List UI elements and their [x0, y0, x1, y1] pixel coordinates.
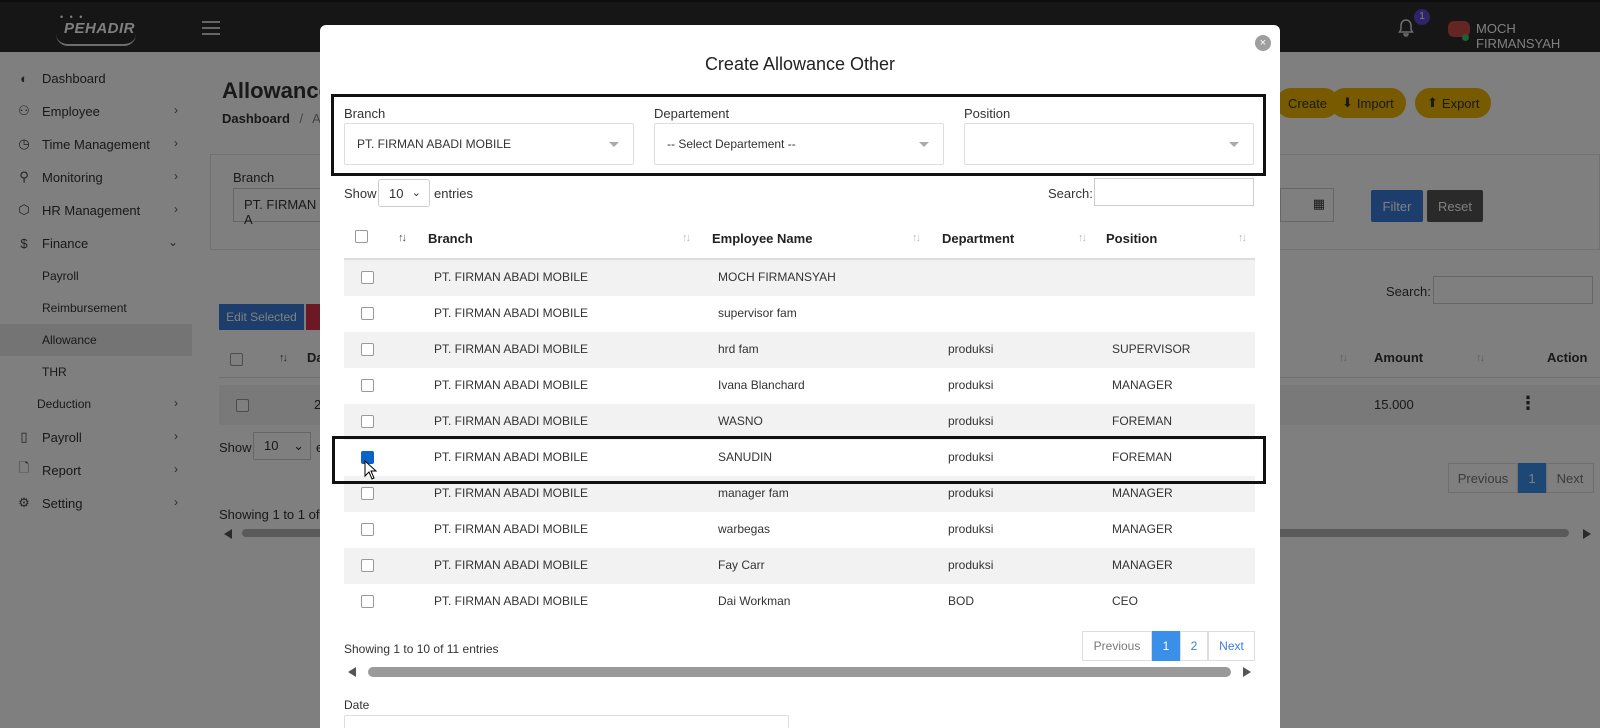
row-department: produksi [948, 450, 994, 464]
column-header-department[interactable]: Department [942, 231, 1015, 246]
row-checkbox[interactable] [361, 307, 374, 320]
row-branch: PT. FIRMAN ABADI MOBILE [434, 486, 589, 500]
row-employee-name: Fay Carr [718, 558, 765, 572]
row-employee-name: hrd fam [718, 342, 759, 356]
column-header-branch[interactable]: Branch [428, 231, 473, 246]
sort-icon[interactable]: ↑↓ [398, 232, 405, 244]
table-info: Showing 1 to 10 of 11 entries [344, 642, 499, 656]
branch-label: Branch [344, 106, 386, 121]
row-department: produksi [948, 378, 994, 392]
column-header-position[interactable]: Position [1106, 231, 1158, 246]
table-row[interactable] [344, 332, 1255, 368]
branch-select[interactable] [344, 123, 634, 165]
row-department: produksi [948, 342, 994, 356]
table-row[interactable] [344, 584, 1255, 620]
column-header-employee-name[interactable]: Employee Name [712, 231, 813, 246]
previous-page-button[interactable]: Previous [1082, 631, 1152, 661]
select-all-checkbox[interactable] [355, 230, 368, 243]
table-row[interactable] [344, 296, 1255, 332]
table-row[interactable] [344, 404, 1255, 440]
row-position: MANAGER [1112, 378, 1173, 392]
employee-table-header [344, 220, 1255, 260]
table-row[interactable] [344, 512, 1255, 548]
scrollbar-thumb[interactable] [368, 667, 1231, 677]
caret-down-icon [609, 142, 619, 147]
next-page-button[interactable]: Next [1208, 631, 1255, 661]
sort-icon[interactable]: ↑↓ [912, 232, 919, 244]
row-employee-name: MOCH FIRMANSYAH [718, 270, 836, 284]
modal-title: Create Allowance Other [704, 54, 896, 74]
caret-down-icon [919, 142, 929, 147]
department-select-value: -- Select Departement -- [667, 137, 796, 151]
row-department: produksi [948, 486, 994, 500]
show-label: Show [344, 186, 377, 201]
table-row[interactable] [344, 260, 1255, 296]
row-position: SUPERVISOR [1112, 342, 1191, 356]
row-position: MANAGER [1112, 486, 1173, 500]
row-position: MANAGER [1112, 522, 1173, 536]
row-branch: PT. FIRMAN ABADI MOBILE [434, 270, 589, 284]
position-select[interactable] [964, 123, 1254, 165]
entries-length-value: 10 [389, 185, 404, 201]
department-label: Departement [654, 106, 730, 121]
mouse-cursor-icon [364, 460, 378, 480]
row-checkbox[interactable] [361, 595, 374, 608]
sort-icon[interactable]: ↑↓ [1238, 232, 1245, 244]
row-checkbox[interactable] [361, 343, 374, 356]
row-branch: PT. FIRMAN ABADI MOBILE [434, 522, 589, 536]
row-employee-name: supervisor fam [718, 306, 797, 320]
row-branch: PT. FIRMAN ABADI MOBILE [434, 594, 589, 608]
row-checkbox[interactable] [361, 379, 374, 392]
row-branch: PT. FIRMAN ABADI MOBILE [434, 450, 589, 464]
row-department: BOD [948, 594, 975, 608]
page-2-button[interactable]: 2 [1180, 631, 1208, 661]
row-branch: PT. FIRMAN ABADI MOBILE [434, 306, 589, 320]
sort-icon[interactable]: ↑↓ [682, 232, 689, 244]
entries-length-select[interactable] [378, 179, 430, 207]
position-label: Position [964, 106, 1011, 121]
row-checkbox[interactable] [361, 523, 374, 536]
chevron-down-icon: ⌄ [411, 187, 421, 199]
search-label: Search: [1048, 186, 1093, 201]
row-branch: PT. FIRMAN ABADI MOBILE [434, 558, 589, 572]
table-row[interactable] [344, 548, 1255, 584]
scroll-left-icon[interactable] [348, 667, 356, 677]
caret-down-icon [1229, 142, 1239, 147]
date-label: Date [344, 698, 370, 712]
search-input[interactable] [1094, 178, 1254, 206]
row-employee-name: Dai Workman [718, 594, 791, 608]
table-horizontal-scrollbar[interactable] [344, 666, 1255, 678]
row-branch: PT. FIRMAN ABADI MOBILE [434, 342, 589, 356]
date-input[interactable] [344, 715, 789, 728]
row-position: FOREMAN [1112, 414, 1172, 428]
row-department: produksi [948, 522, 994, 536]
row-employee-name: warbegas [718, 522, 771, 536]
row-employee-name: SANUDIN [718, 450, 773, 464]
entries-label: entries [434, 186, 474, 201]
row-checkbox[interactable] [361, 271, 374, 284]
row-position: CEO [1112, 594, 1139, 608]
row-employee-name: manager fam [718, 486, 789, 500]
row-checkbox[interactable] [361, 487, 374, 500]
row-branch: PT. FIRMAN ABADI MOBILE [434, 378, 589, 392]
department-select[interactable] [654, 123, 944, 165]
sort-icon[interactable]: ↑↓ [1078, 232, 1085, 244]
row-checkbox[interactable] [361, 415, 374, 428]
row-checkbox[interactable] [361, 559, 374, 572]
row-department: produksi [948, 558, 994, 572]
row-position: MANAGER [1112, 558, 1173, 572]
scroll-right-icon[interactable] [1243, 667, 1251, 677]
row-employee-name: WASNO [718, 414, 763, 428]
row-branch: PT. FIRMAN ABADI MOBILE [434, 414, 589, 428]
row-position: FOREMAN [1112, 450, 1172, 464]
table-row[interactable] [344, 368, 1255, 404]
row-employee-name: Ivana Blanchard [718, 378, 805, 392]
page-1-button[interactable]: 1 [1152, 631, 1180, 661]
row-department: produksi [948, 414, 994, 428]
selected-row-highlight-box [332, 436, 1266, 484]
close-icon[interactable]: × [1255, 35, 1271, 51]
branch-select-value: PT. FIRMAN ABADI MOBILE [357, 137, 512, 151]
